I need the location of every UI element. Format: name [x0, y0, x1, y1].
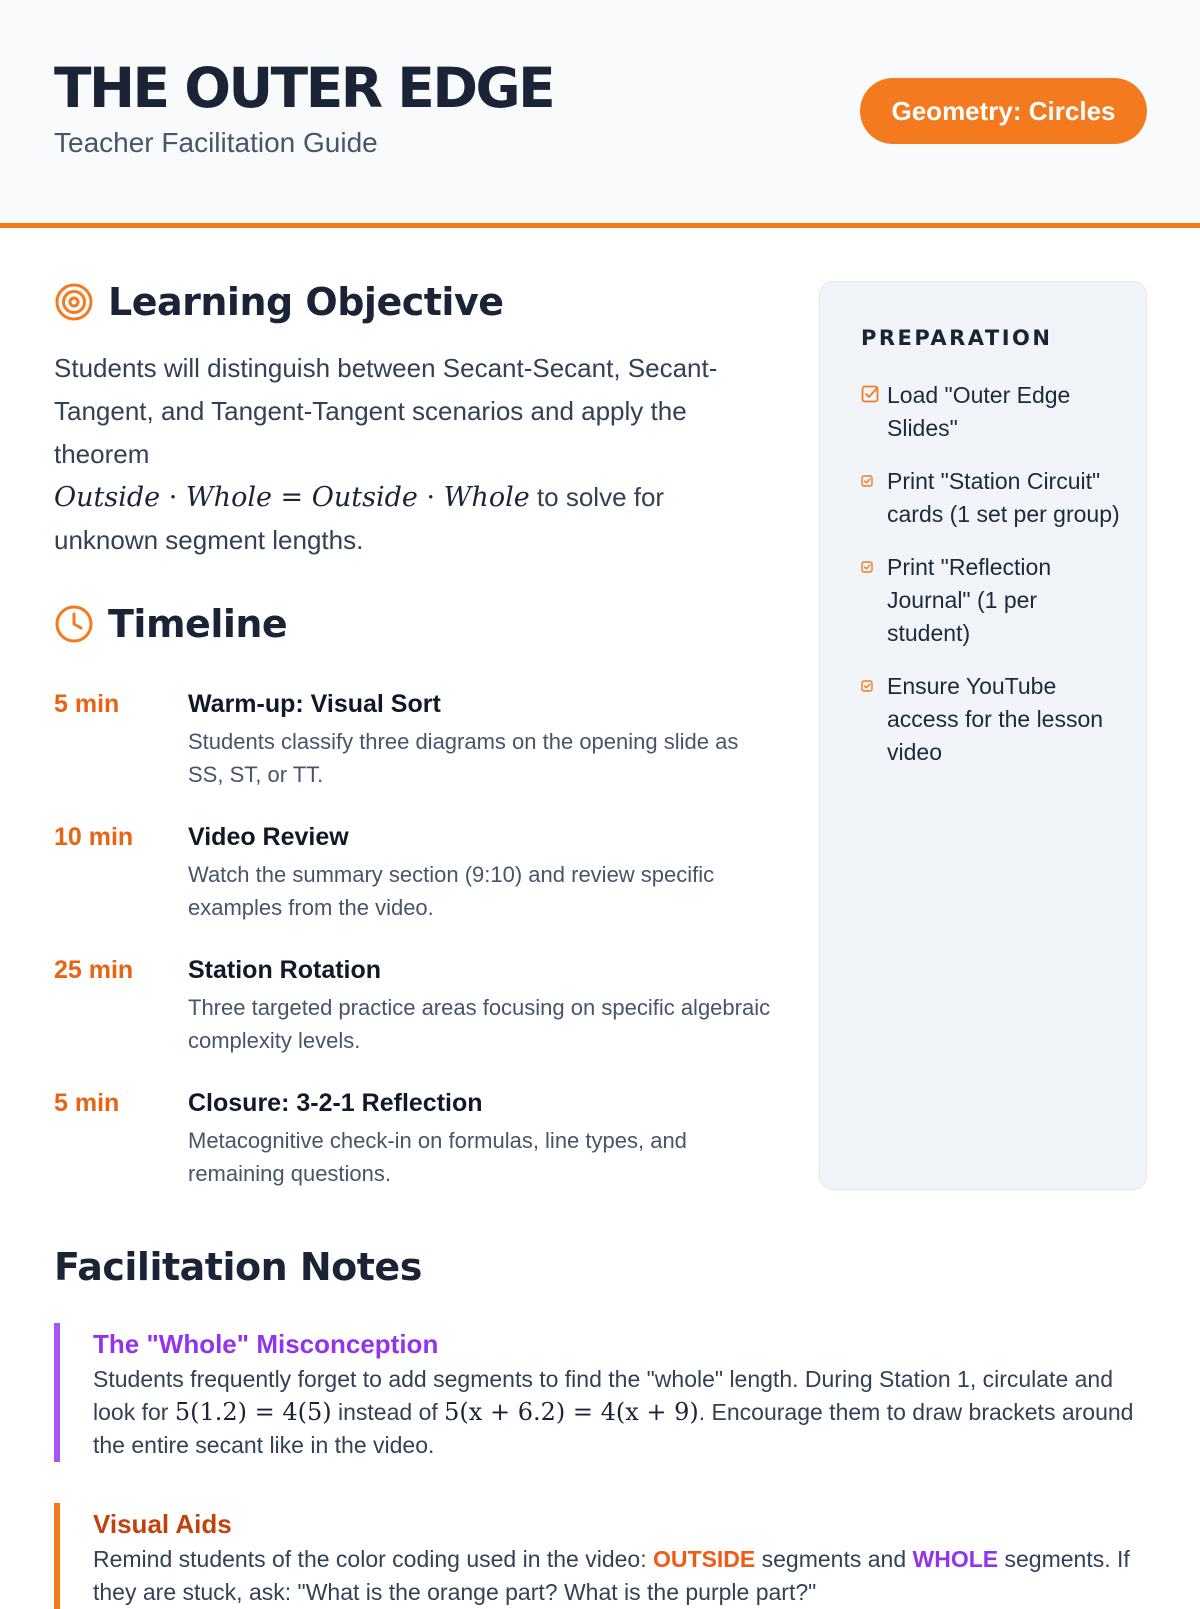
- note-text-part: instead of: [338, 1399, 438, 1425]
- timeline-item-title: Video Review: [188, 823, 349, 851]
- preparation-item-text: Print "Reflection Journal" (1 per student): [887, 554, 1052, 646]
- formula-outside-right: Outside: [311, 482, 418, 513]
- timeline-list: [54, 688, 774, 1220]
- formula-dot-left: ·: [168, 482, 178, 513]
- learning-objective-heading: [54, 280, 504, 324]
- note-whole-misconception: [54, 1323, 1147, 1462]
- checkbox-icon: [861, 561, 873, 573]
- timeline-item: [54, 1087, 774, 1220]
- document-title: THE OUTER EDGE: [54, 56, 554, 120]
- objective-text-before: Students will distinguish between Secant-Secant, Secant-Tangent, and Tangent-Tangent scenarios and apply the theorem: [54, 353, 718, 469]
- note-text-part: segments. If they are stuck, ask: "What is the orange part? What is the purple part?": [93, 1546, 1130, 1605]
- note-title: The "Whole" Misconception: [93, 1329, 439, 1359]
- note-text-part: . Encourage them to draw brackets around the entire secant like in the video.: [93, 1399, 1134, 1458]
- timeline-item-title: Closure: 3-2-1 Reflection: [188, 1089, 483, 1117]
- topic-badge: Geometry: Circles: [860, 78, 1147, 144]
- timeline-duration: 10 min: [54, 823, 134, 851]
- whole-highlight: WHOLE: [912, 1546, 999, 1572]
- timeline-item: [54, 821, 774, 954]
- target-icon: [54, 282, 94, 322]
- preparation-item: [861, 465, 1123, 531]
- timeline-item-title: Station Rotation: [188, 956, 382, 984]
- objective-text-after: to solve for unknown segment lengths.: [54, 482, 665, 555]
- preparation-item: [861, 670, 1123, 769]
- document-header: [0, 0, 1200, 228]
- preparation-list: [861, 379, 1123, 789]
- preparation-card: [819, 281, 1147, 1190]
- formula-whole-right: Whole: [443, 482, 530, 513]
- timeline-heading: [54, 602, 287, 646]
- preparation-heading: PREPARATION: [861, 326, 1053, 350]
- learning-objective-text: [54, 347, 744, 562]
- timeline-item-title: Warm-up: Visual Sort: [188, 690, 441, 718]
- note-text-part: segments and: [761, 1546, 907, 1572]
- timeline-item-description: Metacognitive check-in on formulas, line types, and remaining questions.: [188, 1128, 687, 1186]
- note-text: [93, 1363, 1147, 1462]
- document-subtitle: Teacher Facilitation Guide: [54, 127, 378, 158]
- formula-dot-right: ·: [426, 482, 436, 513]
- timeline-item-description: Three targeted practice areas focusing on specific algebraic complexity levels.: [188, 995, 771, 1053]
- note-math-right: 5(x + 6.2) = 4(x + 9): [444, 1398, 699, 1426]
- timeline-item-description: Students classify three diagrams on the opening slide as SS, ST, or TT.: [188, 729, 739, 787]
- formula-equals: =: [280, 482, 304, 513]
- checkbox-icon: [861, 475, 873, 487]
- timeline-duration: 5 min: [54, 690, 120, 718]
- learning-objective-title: Learning Objective: [108, 280, 504, 324]
- preparation-item: [861, 379, 1123, 445]
- timeline-item: [54, 688, 774, 821]
- objective-formula: [54, 482, 530, 513]
- formula-whole-left: Whole: [185, 482, 272, 513]
- timeline-item: [54, 954, 774, 1087]
- outside-highlight: OUTSIDE: [653, 1546, 756, 1572]
- note-visual-aids: [54, 1503, 1147, 1609]
- preparation-item-text: Print "Station Circuit" cards (1 set per group): [887, 468, 1120, 527]
- facilitation-notes-heading: Facilitation Notes: [54, 1245, 422, 1289]
- note-title: Visual Aids: [93, 1509, 232, 1539]
- note-text-part: Remind students of the color coding used in the video:: [93, 1546, 647, 1572]
- timeline-duration: 5 min: [54, 1089, 120, 1117]
- checkbox-icon: [861, 680, 873, 692]
- note-math-wrong: 5(1.2) = 4(5): [174, 1398, 332, 1426]
- timeline-title: Timeline: [108, 602, 288, 646]
- preparation-item: [861, 551, 1123, 650]
- note-text-part: Students frequently forget to add segments to find the "whole" length. During Station 1, circulate and look for: [93, 1366, 1114, 1425]
- timeline-duration: 25 min: [54, 956, 134, 984]
- preparation-item-text: Load "Outer Edge Slides": [887, 382, 1071, 441]
- formula-outside-left: Outside: [54, 482, 161, 513]
- clock-icon: [54, 604, 94, 644]
- preparation-item-text: Ensure YouTube access for the lesson video: [887, 673, 1104, 765]
- note-text: [93, 1543, 1147, 1609]
- timeline-item-description: Watch the summary section (9:10) and review specific examples from the video.: [188, 862, 715, 920]
- checkbox-icon: [861, 385, 879, 403]
